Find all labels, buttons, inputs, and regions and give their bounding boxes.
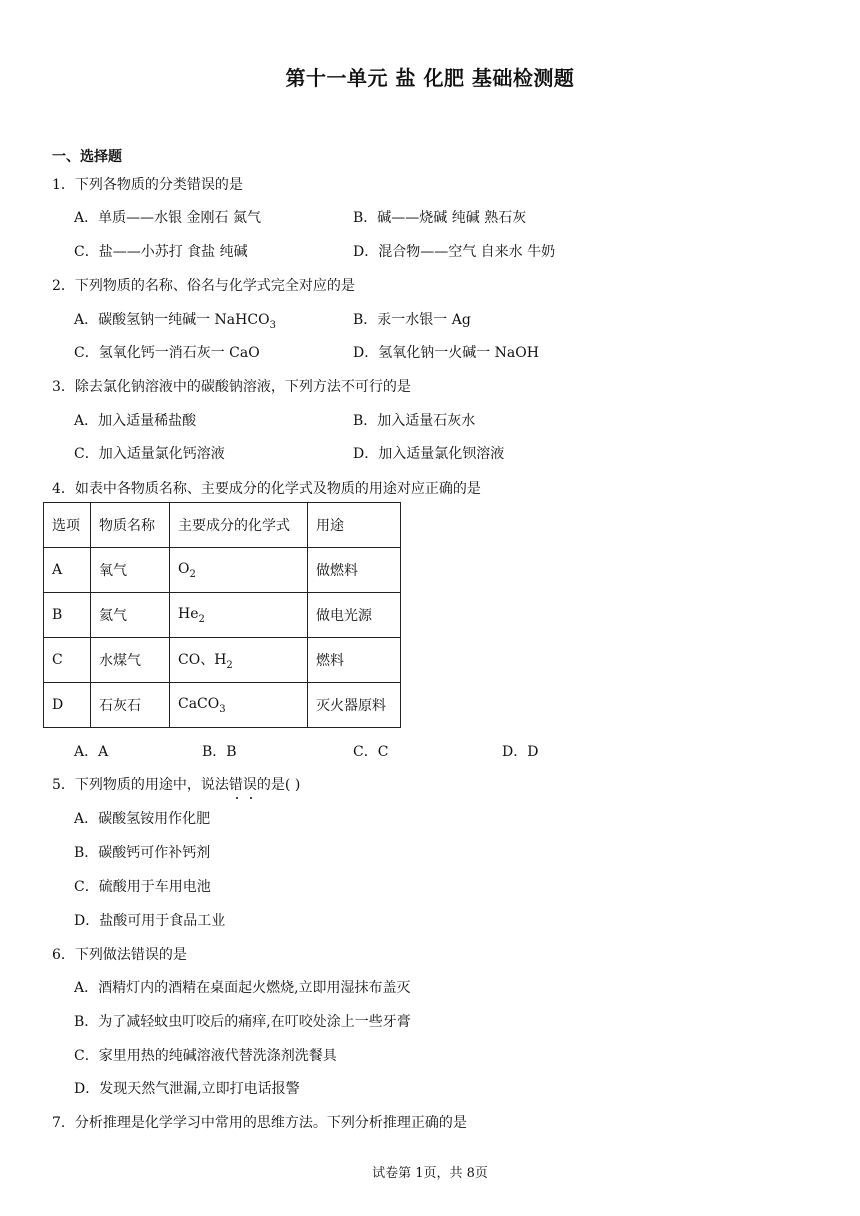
question-1-option-a: A．单质——水银 金刚石 氮气 (74, 210, 262, 226)
page-footer: 试卷第 1页，共 8页 (372, 1166, 488, 1181)
question-4-table (43, 502, 401, 728)
question-6-stem: 6．下列做法错误的是 (52, 947, 187, 963)
question-4-stem: 4．如表中各物质名称、主要成分的化学式及物质的用途对应正确的是 (52, 481, 481, 497)
table-row (44, 548, 401, 593)
question-3-option-d: D．加入适量氯化钡溶液 (353, 446, 505, 462)
question-2-stem: 2．下列物质的名称、俗名与化学式完全对应的是 (52, 278, 355, 294)
page-title: 第十一单元 盐 化肥 基础检测题 (285, 66, 575, 90)
table-cell: $He_2$ (170, 593, 308, 638)
table-cell: 做燃料 (308, 548, 401, 593)
table-cell: CO、$H_2$ (170, 638, 308, 683)
table-cell: 灭火器原料 (308, 683, 401, 728)
question-6-option-a: A．酒精灯内的酒精在桌面起火燃烧,立即用湿抹布盖灭 (74, 980, 411, 996)
question-1-option-c: C．盐——小苏打 食盐 纯碱 (74, 244, 248, 260)
table-cell: CaCO$_3$ (170, 683, 308, 728)
question-1-option-b: B．碱——烧碱 纯碱 熟石灰 (353, 210, 527, 226)
section-heading: 一、选择题 (52, 149, 122, 165)
question-5-stem: 5．下列物质的用途中，说法错误的是( ) (52, 777, 301, 793)
question-2-option-d: D．氢氧化钠一火碱一 NaOH (353, 345, 539, 361)
table-cell: B (44, 593, 91, 638)
question-1-option-d: D．混合物——空气 自来水 牛奶 (353, 244, 556, 260)
table-row (44, 638, 401, 683)
question-7-stem: 7．分析推理是化学学习中常用的思维方法。下列分析推理正确的是 (52, 1115, 467, 1131)
question-3-option-a: A．加入适量稀盐酸 (74, 413, 197, 429)
question-3-option-b: B．加入适量石灰水 (353, 413, 476, 429)
question-4-option-c: C．C (353, 744, 389, 760)
table-header-cell: 选项 (44, 503, 91, 548)
emphasis-char: 误 (242, 777, 257, 793)
emphasis-char: 错 (228, 777, 243, 793)
table-cell: 水煤气 (91, 638, 170, 683)
question-2-option-c: C．氢氧化钙一消石灰一 CaO (74, 345, 260, 361)
question-6-option-d: D．发现天然气泄漏,立即打电话报警 (74, 1081, 300, 1097)
question-6-option-b: B．为了减轻蚊虫叮咬后的痛痒,在叮咬处涂上一些牙膏 (74, 1014, 411, 1030)
table-cell: A (44, 548, 91, 593)
table-cell: $O_2$ (170, 548, 308, 593)
question-4-option-b: B．B (202, 744, 237, 760)
table-row (44, 683, 401, 728)
table-cell: D (44, 683, 91, 728)
table-cell: 燃料 (308, 638, 401, 683)
table-cell: 做电光源 (308, 593, 401, 638)
table-header-row (44, 503, 401, 548)
table-row (44, 593, 401, 638)
question-5-option-b: B．碳酸钙可作补钙剂 (74, 845, 211, 861)
table-header-cell: 主要成分的化学式 (170, 503, 308, 548)
question-1-stem: 1．下列各物质的分类错误的是 (52, 177, 243, 193)
question-3-option-c: C．加入适量氯化钙溶液 (74, 446, 225, 462)
table-cell: 氦气 (91, 593, 170, 638)
question-2-option-b: B．汞一水银一 Ag (353, 312, 471, 328)
question-2-option-a: A．碳酸氢钠一纯碱一 NaHCO$_3$ (74, 312, 276, 331)
table-cell: C (44, 638, 91, 683)
table-header-cell: 用途 (308, 503, 401, 548)
table-header-cell: 物质名称 (91, 503, 170, 548)
question-4-option-a: A．A (74, 744, 109, 760)
question-5-option-a: A．碳酸氢铵用作化肥 (74, 811, 211, 827)
table-cell: 石灰石 (91, 683, 170, 728)
question-6-option-c: C．家里用热的纯碱溶液代替洗涤剂洗餐具 (74, 1048, 337, 1064)
question-3-stem: 3．除去氯化钠溶液中的碳酸钠溶液，下列方法不可行的是 (52, 379, 411, 395)
question-5-option-d: D．盐酸可用于食品工业 (74, 913, 226, 929)
question-4-option-d: D．D (502, 744, 539, 760)
question-5-option-c: C．硫酸用于车用电池 (74, 879, 211, 895)
table-cell: 氧气 (91, 548, 170, 593)
